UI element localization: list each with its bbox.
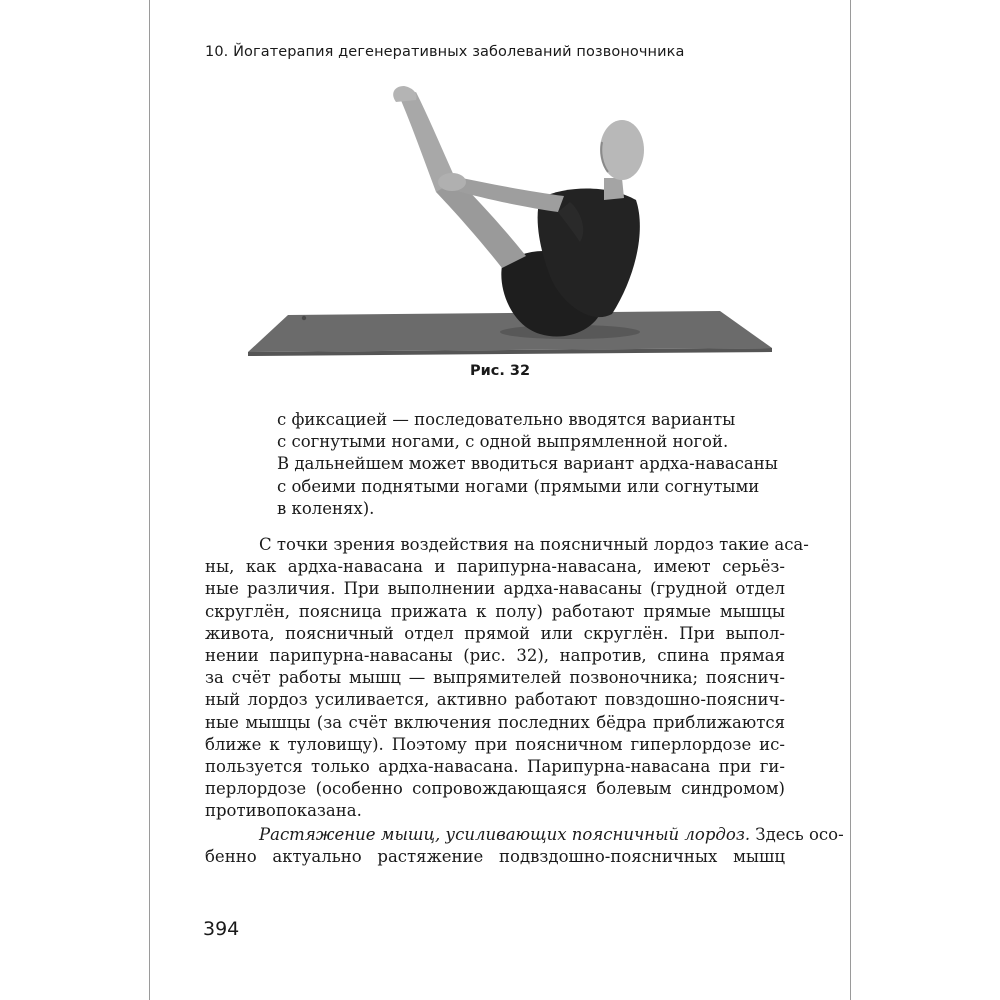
list-line: в коленях). — [277, 498, 375, 518]
list-line: В дальнейшем может вводиться вариант ардха-навасаны — [277, 454, 778, 474]
feet — [393, 86, 416, 102]
body-paragraph-lordosis — [205, 534, 809, 822]
running-head: 10. Йогатерапия дегенеративных заболеваний позвоночника — [205, 44, 685, 60]
paragraph-text: Здесь осо- — [750, 825, 844, 844]
paragraph-line: за счёт работы мышц — выпрямителей позвоночника; пояснич- — [205, 668, 785, 688]
paragraph-line: ные различия. При выполнении ардха-навасаны (грудной отдел — [205, 579, 785, 599]
page-number: 394 — [203, 918, 240, 940]
paragraph-line: С точки зрения воздействия на поясничный лордоз такие аса- — [259, 535, 809, 554]
italic-lead-in: Растяжение мышц, усиливающих поясничный лордоз. — [259, 825, 751, 844]
paragraph-line: противопоказана. — [205, 801, 362, 821]
paragraph-line: скруглён, поясница прижата к полу) работают прямые мышцы — [205, 601, 785, 621]
continued-list-item — [277, 409, 797, 520]
list-line: с согнутыми ногами, с одной выпрямленной ногой. — [277, 432, 729, 452]
paragraph-line — [205, 824, 844, 846]
paragraph-line: нении парипурна-навасаны (рис. 32), напротив, спина прямая — [205, 645, 785, 665]
paragraph-line: перлордозе (особенно сопровождающаяся болевым синдромом) — [205, 779, 785, 799]
paragraph-line: ный лордоз усиливается, активно работают повздошно-пояснич- — [205, 690, 785, 710]
paragraph-line: ны, как ардха-навасана и парипурна-навасана, имеют серьёз- — [205, 557, 785, 577]
list-line: с фиксацией — последовательно вводятся варианты — [277, 410, 736, 429]
paragraph-line: живота, поясничный отдел прямой или скруглён. При выпол- — [205, 623, 785, 643]
body-paragraph-stretching — [205, 824, 844, 868]
paragraph-line: ные мышцы (за счёт включения последних бёдра приближаются — [205, 712, 785, 732]
figure-caption: Рис. 32 — [469, 363, 531, 379]
figure-photo-boat-pose — [240, 80, 780, 360]
paragraph-line: бенно актуально растяжение подвздошно-поясничных мышц — [205, 847, 785, 867]
paragraph-line: пользуется только ардха-навасана. Парипурна-навасана при ги- — [205, 756, 785, 776]
paragraph-line: ближе к туловищу). Поэтому при поясничном гиперлордозе ис- — [205, 734, 785, 754]
list-line: с обеими поднятыми ногами (прямыми или согнутыми — [277, 476, 760, 496]
yoga-photo — [240, 80, 780, 360]
